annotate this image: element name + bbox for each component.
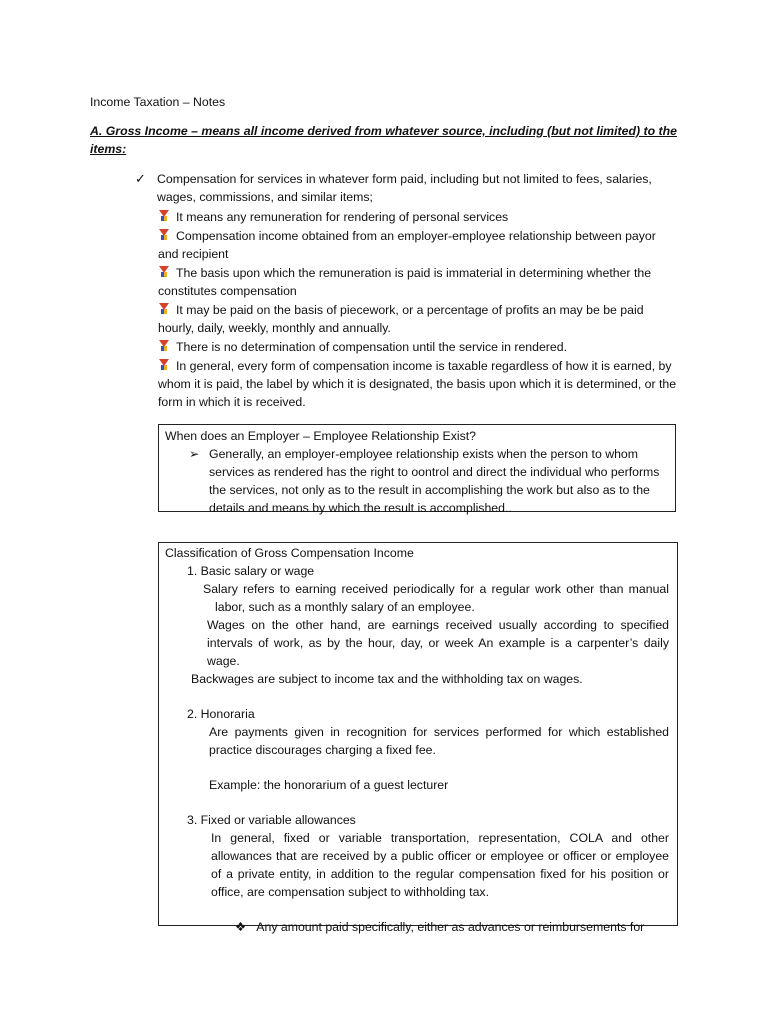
- item-basic-salary: 1. Basic salary or wage: [187, 564, 315, 578]
- list-item: The basis upon which the remuneration is paid is immaterial in determining whether the constitutes compensation: [158, 266, 652, 298]
- arrowhead-icon: ➢: [189, 447, 200, 461]
- wages-text: Wages on the other hand, are earnings received usually according to specified intervals of work, as by the hour, day, or week An example is a carpenter’s daily wage.: [207, 618, 669, 668]
- list-item: There is no determination of compensation until the service in rendered.: [158, 338, 678, 356]
- box-answer: [165, 445, 669, 517]
- diamond-item: [165, 918, 670, 936]
- spacer: [165, 901, 670, 918]
- arrow-bullet-icon: [158, 229, 170, 241]
- salary-text: Salary refers to earning received periodically for a regular work other than manual labor, such as a monthly salary of an employee.: [203, 582, 669, 614]
- arrow-bullet-icon: [158, 303, 170, 315]
- diamond-bullet-icon: ❖: [235, 920, 247, 934]
- honoraria-text: Are payments given in recognition for services performed for which established practice discourages charging a fixed fee.: [209, 725, 669, 757]
- classification-box: [158, 542, 678, 934]
- arrow-bullet-icon: [158, 340, 170, 352]
- employer-employee-box: [158, 424, 676, 515]
- list-item: It means any remuneration for rendering of personal services: [158, 208, 678, 226]
- allowances-text: In general, fixed or variable transportation, representation, COLA and other allowances that are received by a public officer or employee or officer or employee of a private entity, in addition to the regular compensation fixed for his position or office, are compensation subject to withholding tax.: [211, 831, 669, 899]
- honoraria-example: Example: the honorarium of a guest lecturer: [209, 778, 449, 792]
- spacer: [165, 794, 670, 811]
- box-question: When does an Employer – Employee Relationship Exist?: [165, 429, 477, 443]
- list-item: It may be paid on the basis of piecework, or a percentage of profits an may be be paid hourly, daily, weekly, monthly and annually.: [158, 303, 644, 335]
- box-answer-text: Generally, an employer-employee relationship exists when the person to whom services as rendered has the right to oontrol and direct the individual who performs the services, not only as to the result in accomplishing the work but also as to the details and means by which the result is accomplished..: [209, 447, 660, 515]
- compensation-bullet-list: [158, 208, 678, 412]
- spacer: [165, 759, 670, 776]
- classification-title: Classification of Gross Compensation Income: [165, 546, 414, 560]
- spacer: [165, 688, 670, 705]
- item-allowances: 3. Fixed or variable allowances: [187, 813, 356, 827]
- section-heading-gross-income: A. Gross Income – means all income derived from whatever source, including (but not limited) to the items:: [90, 124, 677, 156]
- item-honoraria: 2. Honoraria: [187, 707, 255, 721]
- arrow-bullet-icon: [158, 266, 170, 278]
- checkmark-icon: ✓: [135, 171, 146, 186]
- document-title: Income Taxation – Notes: [90, 95, 226, 109]
- diamond-item-text: Any amount paid specifically, either as advances or reimbursements for: [256, 920, 645, 934]
- backwages-text: Backwages are subject to income tax and the withholding tax on wages.: [191, 672, 583, 686]
- compensation-text: Compensation for services in whatever form paid, including but not limited to fees, salaries, wages, commissions, and similar items;: [157, 172, 652, 204]
- list-item: Compensation income obtained from an employer-employee relationship between payor and recipient: [158, 229, 656, 261]
- arrow-bullet-icon: [158, 210, 170, 222]
- arrow-bullet-icon: [158, 359, 170, 371]
- list-item: In general, every form of compensation income is taxable regardless of how it is earned, by whom it is paid, the label by which it is designated, the basis upon which it is determined, or the form in which it is received.: [158, 359, 677, 409]
